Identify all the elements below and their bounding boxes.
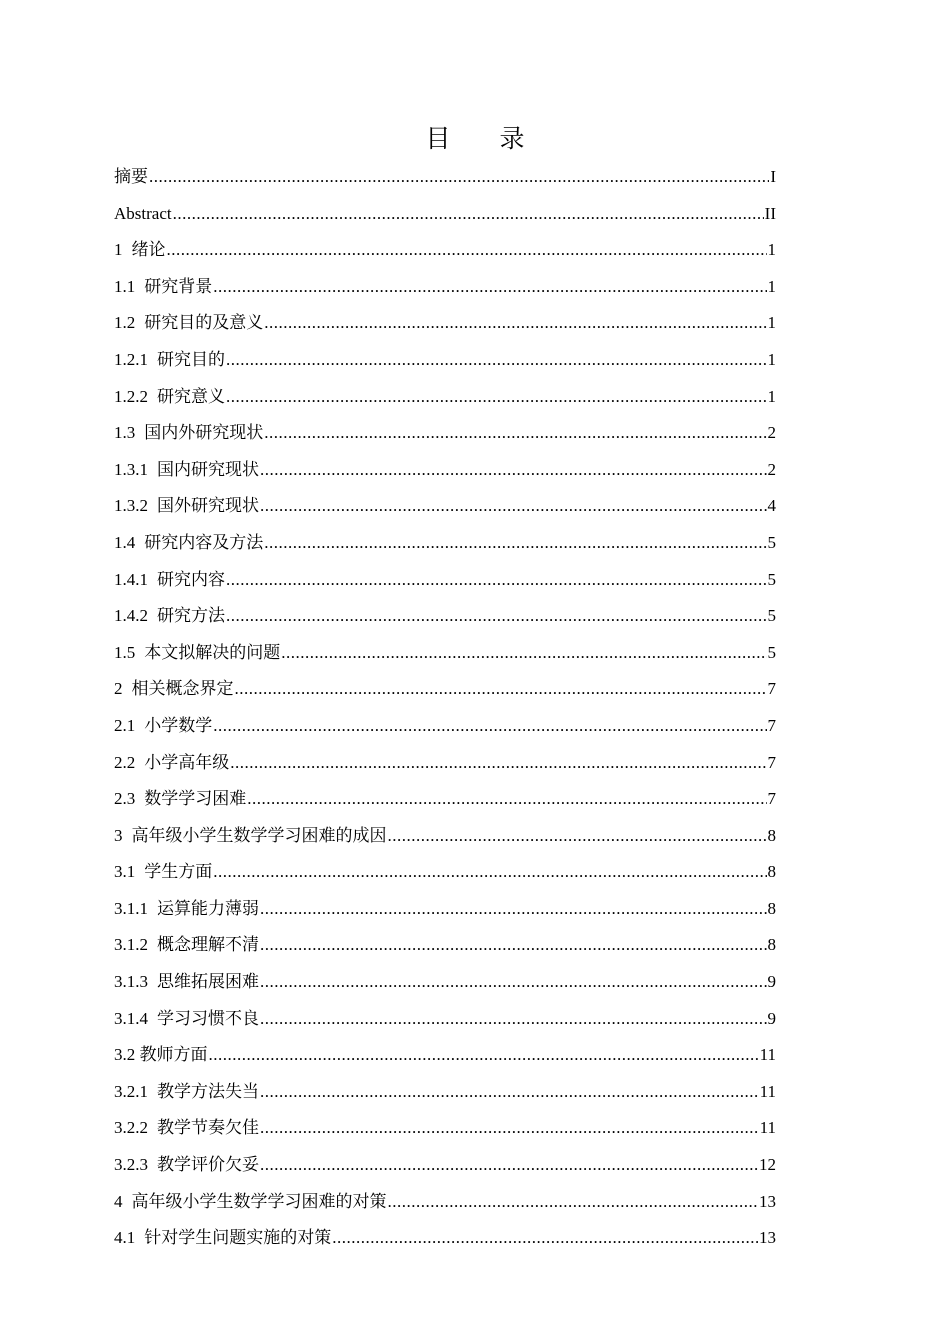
toc-entry[interactable] (114, 1147, 776, 1184)
toc-entry-number: 1.4.2 (114, 606, 148, 626)
toc-dot-leader (213, 854, 766, 891)
toc-entry-number: 1.2.1 (114, 349, 148, 369)
toc-entry-number: 4 (114, 1191, 123, 1211)
toc-entry-page-number: 5 (767, 532, 776, 552)
toc-entry-number: 2 (114, 679, 123, 699)
toc-entry[interactable] (114, 305, 776, 342)
toc-entry-label: 研究背景 (144, 276, 213, 296)
toc-entry-page-number: 1 (767, 349, 776, 369)
toc-entry-page-number: 11 (759, 1118, 776, 1138)
toc-dot-leader (260, 488, 767, 525)
toc-entry-number: 3.2.1 (114, 1081, 148, 1101)
toc-entry-page-number: 8 (767, 935, 776, 955)
toc-entry[interactable] (114, 598, 776, 635)
toc-dot-leader (281, 635, 766, 672)
toc-dot-leader (388, 818, 767, 855)
toc-entry[interactable] (114, 1074, 776, 1111)
toc-entry-page-number: 7 (767, 789, 776, 809)
toc-entry-page-number: II (764, 203, 776, 223)
toc-entry-number: 4.1 (114, 1228, 136, 1248)
toc-entry-page-number: 7 (767, 752, 776, 772)
toc-entry-label: 研究方法 (157, 606, 225, 626)
toc-entry-label: 小学数学 (144, 715, 213, 735)
toc-entry[interactable] (114, 635, 776, 672)
toc-dot-leader (173, 196, 764, 233)
toc-entry[interactable] (114, 196, 776, 233)
toc-entry[interactable] (114, 781, 776, 818)
toc-entry-label: 运算能力薄弱 (157, 898, 259, 918)
toc-entry-page-number: 8 (767, 898, 776, 918)
toc-dot-leader (209, 1037, 759, 1074)
toc-entry[interactable] (114, 745, 776, 782)
toc-entry-number: 2.2 (114, 752, 136, 772)
toc-entry-number: 2.1 (114, 715, 136, 735)
toc-dot-leader (226, 379, 767, 416)
toc-entry[interactable] (114, 342, 776, 379)
toc-entry-label: 国外研究现状 (157, 496, 259, 516)
toc-entry-page-number: 9 (767, 1008, 776, 1028)
toc-entry[interactable] (114, 891, 776, 928)
toc-entry-page-number: 2 (767, 423, 776, 443)
toc-entry-label: 思维拓展困难 (157, 972, 259, 992)
toc-entry-page-number: 11 (759, 1081, 776, 1101)
toc-entry-number: 3.2.2 (114, 1118, 148, 1138)
toc-dot-leader (226, 562, 767, 599)
toc-entry-label: 高年级小学生数学学习困难的对策 (131, 1191, 387, 1211)
toc-dot-leader (260, 1147, 758, 1184)
toc-entry-label: 研究意义 (157, 386, 225, 406)
toc-entry-label: 学生方面 (144, 862, 213, 882)
toc-entry-page-number: 1 (767, 313, 776, 333)
toc-entry-number: 1.2 (114, 313, 136, 333)
toc-entry-number: 1.2.2 (114, 386, 148, 406)
toc-entry[interactable] (114, 525, 776, 562)
toc-dot-leader (226, 598, 767, 635)
toc-entry-number: 2.3 (114, 789, 136, 809)
toc-entry-page-number: 13 (759, 1191, 776, 1211)
toc-entry-number: 3.1.2 (114, 935, 148, 955)
toc-entry-label: 小学高年级 (144, 752, 230, 772)
toc-entry[interactable] (114, 159, 776, 196)
toc-entry[interactable] (114, 1110, 776, 1147)
toc-entry-label: 教学评价欠妥 (157, 1155, 259, 1175)
toc-entry-label: 相关概念界定 (131, 679, 234, 699)
toc-entry[interactable] (114, 927, 776, 964)
toc-entry-page-number: 1 (767, 276, 776, 296)
toc-entry-page-number: 9 (767, 972, 776, 992)
toc-entry-page-number: 8 (767, 862, 776, 882)
toc-entry[interactable] (114, 269, 776, 306)
toc-entry[interactable] (114, 1220, 776, 1257)
toc-entry-page-number: 11 (759, 1045, 776, 1065)
toc-dot-leader (264, 415, 766, 452)
toc-dot-leader (332, 1220, 758, 1257)
toc-entry[interactable] (114, 818, 776, 855)
toc-entry-number: 3.2.3 (114, 1155, 148, 1175)
toc-entry[interactable] (114, 964, 776, 1001)
toc-entry-label: 学习习惯不良 (157, 1008, 259, 1028)
toc-entry-page-number: 2 (767, 459, 776, 479)
toc-entry-page-number: 12 (759, 1155, 776, 1175)
toc-dot-leader (247, 781, 766, 818)
toc-dot-leader (260, 1001, 767, 1038)
toc-entry-page-number: 5 (767, 606, 776, 626)
toc-entry-page-number: 1 (767, 386, 776, 406)
toc-entry-page-number: 4 (767, 496, 776, 516)
toc-dot-leader (235, 671, 767, 708)
toc-entry[interactable] (114, 708, 776, 745)
toc-entry-number: 1.4 (114, 532, 136, 552)
toc-entry-page-number: 7 (767, 715, 776, 735)
toc-entry-page-number: 5 (767, 642, 776, 662)
toc-entry-label: 研究内容 (157, 569, 225, 589)
toc-entry-label: 国内外研究现状 (144, 423, 264, 443)
toc-entry[interactable] (114, 415, 776, 452)
toc-dot-leader (230, 745, 766, 782)
toc-entry-label: 针对学生问题实施的对策 (144, 1228, 332, 1248)
toc-entry-label: 数学学习困难 (144, 789, 247, 809)
toc-entry[interactable] (114, 1184, 776, 1221)
toc-entry-number: 1.4.1 (114, 569, 148, 589)
toc-dot-leader (149, 159, 769, 196)
toc-entry[interactable] (114, 671, 776, 708)
toc-dot-leader (388, 1184, 759, 1221)
toc-entry-label: 教学方法失当 (157, 1081, 259, 1101)
toc-dot-leader (226, 342, 767, 379)
toc-entry-label: 摘要 (114, 167, 148, 186)
toc-dot-leader (260, 964, 767, 1001)
toc-entry-number: 3.1.1 (114, 898, 148, 918)
toc-dot-leader (260, 1074, 759, 1111)
toc-entry-label: 本文拟解决的问题 (144, 642, 281, 662)
toc-entry-number: 3 (114, 825, 123, 845)
toc-entry-page-number: I (770, 167, 776, 186)
toc-entry-number: 3.1.4 (114, 1008, 148, 1028)
toc-entry-number: 1.5 (114, 642, 136, 662)
toc-entry[interactable] (114, 232, 776, 269)
toc-dot-leader (260, 1110, 759, 1147)
toc-entry-label: 研究目的及意义 (144, 313, 264, 333)
toc-entry[interactable] (114, 488, 776, 525)
toc-entry-label: 教学节奏欠佳 (157, 1118, 259, 1138)
toc-entry-label: 绪论 (131, 240, 166, 260)
toc-dot-leader (213, 708, 766, 745)
toc-dot-leader (260, 452, 767, 489)
toc-entry[interactable] (114, 379, 776, 416)
toc-dot-leader (260, 891, 767, 928)
toc-dot-leader (213, 269, 766, 306)
toc-entry-label: 研究目的 (157, 349, 225, 369)
toc-dot-leader (167, 232, 767, 269)
toc-dot-leader (264, 305, 766, 342)
toc-entry-label: 3.2 教师方面 (114, 1045, 208, 1065)
toc-entry-number: 1.3.1 (114, 459, 148, 479)
toc-entry-number: 3.1 (114, 862, 136, 882)
toc-entry-page-number: 13 (759, 1228, 776, 1248)
toc-entry-number: 1 (114, 240, 123, 260)
toc-title: 目 录 (425, 124, 537, 153)
toc-entry[interactable] (114, 452, 776, 489)
toc-entry-number: 1.1 (114, 276, 136, 296)
toc-entry-number: 3.1.3 (114, 972, 148, 992)
toc-entry-page-number: 7 (767, 679, 776, 699)
toc-entry-label: 研究内容及方法 (144, 532, 264, 552)
toc-dot-leader (264, 525, 766, 562)
toc-entry-page-number: 5 (767, 569, 776, 589)
toc-entry-number: 1.3.2 (114, 496, 148, 516)
toc-entry[interactable] (114, 854, 776, 891)
toc-entry-label: 概念理解不清 (157, 935, 259, 955)
toc-entry[interactable] (114, 562, 776, 599)
toc-entry-page-number: 8 (767, 825, 776, 845)
toc-dot-leader (260, 927, 767, 964)
toc-entry[interactable] (114, 1037, 776, 1074)
toc-entry-label: Abstract (114, 203, 172, 223)
toc-entry-label: 高年级小学生数学学习困难的成因 (131, 825, 387, 845)
toc-entry[interactable] (114, 1001, 776, 1038)
toc-entry-label: 国内研究现状 (157, 459, 259, 479)
toc-entry-number: 1.3 (114, 423, 136, 443)
toc-list (114, 159, 776, 1257)
toc-entry-page-number: 1 (767, 240, 776, 260)
